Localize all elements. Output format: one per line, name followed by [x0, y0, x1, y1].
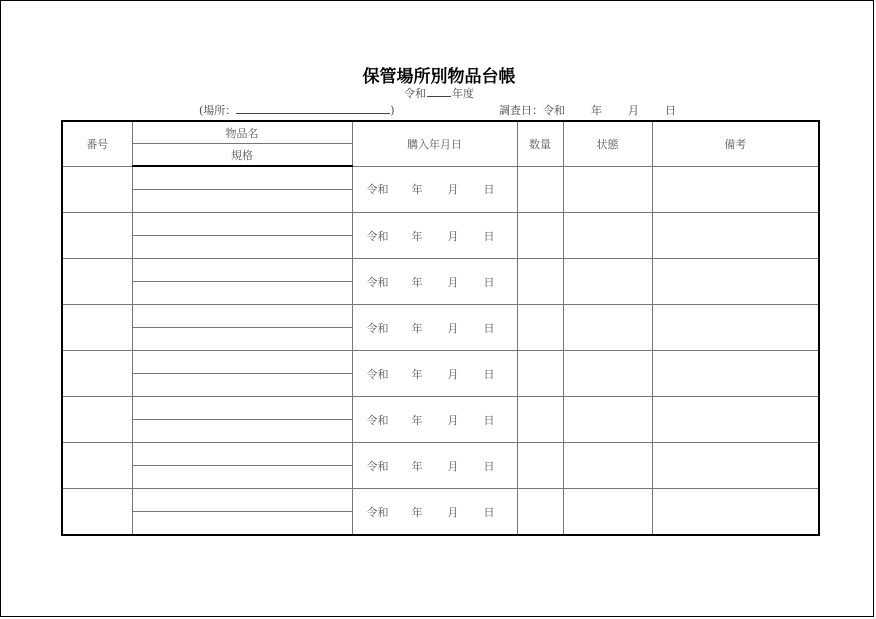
cell-notes[interactable] — [652, 213, 819, 259]
fiscal-era: 令和 — [404, 87, 426, 100]
table-row — [62, 305, 819, 328]
location-line — [199, 102, 395, 118]
cell-purchase-date[interactable] — [352, 213, 517, 259]
cell-condition[interactable] — [563, 166, 652, 213]
survey-year-label: 年 — [591, 104, 602, 117]
date-era: 令和 — [366, 183, 389, 197]
table-row — [62, 259, 819, 282]
cell-condition[interactable] — [563, 351, 652, 397]
cell-condition[interactable] — [563, 443, 652, 489]
cell-item-name[interactable] — [132, 166, 352, 190]
cell-notes[interactable] — [652, 443, 819, 489]
date-day: 日 — [483, 459, 495, 473]
date-year: 年 — [411, 459, 423, 473]
cell-spec[interactable] — [132, 466, 352, 489]
cell-quantity[interactable] — [517, 305, 563, 351]
cell-item-name[interactable] — [132, 397, 352, 420]
header-item-name: 物品名 — [132, 121, 352, 144]
cell-number[interactable] — [62, 213, 132, 259]
date-month: 月 — [447, 505, 459, 519]
cell-item-name[interactable] — [132, 443, 352, 466]
cell-number[interactable] — [62, 166, 132, 213]
cell-spec[interactable] — [132, 236, 352, 259]
cell-quantity[interactable] — [517, 443, 563, 489]
date-month: 月 — [447, 459, 459, 473]
table-row — [62, 213, 819, 236]
cell-quantity[interactable] — [517, 259, 563, 305]
cell-quantity[interactable] — [517, 397, 563, 443]
cell-condition[interactable] — [563, 489, 652, 536]
fiscal-year-line — [1, 85, 876, 101]
survey-day-label: 日 — [665, 104, 676, 117]
date-month: 月 — [447, 413, 459, 427]
date-month: 月 — [447, 367, 459, 381]
cell-condition[interactable] — [563, 397, 652, 443]
header-purchase-date: 購入年月日 — [352, 121, 517, 166]
survey-label: 調査日：令和 — [499, 104, 565, 117]
cell-purchase-date[interactable] — [352, 259, 517, 305]
location-blank[interactable] — [236, 102, 390, 114]
date-era: 令和 — [366, 367, 389, 381]
date-month: 月 — [447, 229, 459, 243]
cell-number[interactable] — [62, 397, 132, 443]
cell-purchase-date[interactable] — [352, 397, 517, 443]
cell-number[interactable] — [62, 305, 132, 351]
cell-item-name[interactable] — [132, 305, 352, 328]
cell-condition[interactable] — [563, 259, 652, 305]
date-era: 令和 — [366, 459, 389, 473]
cell-spec[interactable] — [132, 512, 352, 536]
table-row — [62, 443, 819, 466]
header-notes: 備考 — [652, 121, 819, 166]
date-day: 日 — [483, 505, 495, 519]
date-year: 年 — [411, 275, 423, 289]
cell-condition[interactable] — [563, 305, 652, 351]
cell-purchase-date[interactable] — [352, 305, 517, 351]
cell-number[interactable] — [62, 259, 132, 305]
cell-notes[interactable] — [652, 397, 819, 443]
cell-notes[interactable] — [652, 166, 819, 213]
cell-quantity[interactable] — [517, 351, 563, 397]
cell-notes[interactable] — [652, 305, 819, 351]
date-month: 月 — [447, 321, 459, 335]
date-year: 年 — [411, 367, 423, 381]
cell-spec[interactable] — [132, 328, 352, 351]
header-quantity: 数量 — [517, 121, 563, 166]
date-day: 日 — [483, 321, 495, 335]
cell-quantity[interactable] — [517, 166, 563, 213]
location-suffix: ) — [390, 104, 395, 117]
date-era: 令和 — [366, 413, 389, 427]
cell-quantity[interactable] — [517, 213, 563, 259]
cell-purchase-date[interactable] — [352, 351, 517, 397]
location-prefix: (場所： — [199, 104, 237, 117]
cell-purchase-date[interactable] — [352, 489, 517, 536]
cell-item-name[interactable] — [132, 213, 352, 236]
cell-item-name[interactable] — [132, 489, 352, 512]
fiscal-year-blank[interactable] — [427, 86, 451, 97]
date-year: 年 — [411, 413, 423, 427]
cell-spec[interactable] — [132, 190, 352, 213]
date-year: 年 — [411, 183, 423, 197]
table-row — [62, 166, 819, 190]
cell-condition[interactable] — [563, 213, 652, 259]
ledger-body — [62, 166, 819, 535]
date-day: 日 — [483, 413, 495, 427]
date-year: 年 — [411, 229, 423, 243]
date-day: 日 — [483, 367, 495, 381]
cell-purchase-date[interactable] — [352, 166, 517, 213]
date-year: 年 — [411, 505, 423, 519]
date-era: 令和 — [366, 229, 389, 243]
table-row — [62, 351, 819, 374]
header-number: 番号 — [62, 121, 132, 166]
date-era: 令和 — [366, 275, 389, 289]
table-row — [62, 397, 819, 420]
cell-spec[interactable] — [132, 374, 352, 397]
survey-date-line — [499, 102, 676, 118]
cell-spec[interactable] — [132, 282, 352, 305]
cell-number[interactable] — [62, 351, 132, 397]
table-row — [62, 489, 819, 512]
cell-number[interactable] — [62, 443, 132, 489]
cell-item-name[interactable] — [132, 351, 352, 374]
cell-notes[interactable] — [652, 489, 819, 536]
date-day: 日 — [483, 275, 495, 289]
date-day: 日 — [483, 229, 495, 243]
survey-month-label: 月 — [628, 104, 639, 117]
cell-notes[interactable] — [652, 259, 819, 305]
date-era: 令和 — [366, 321, 389, 335]
cell-item-name[interactable] — [132, 259, 352, 282]
date-month: 月 — [447, 183, 459, 197]
cell-quantity[interactable] — [517, 489, 563, 536]
date-era: 令和 — [366, 505, 389, 519]
item-ledger-table — [61, 120, 820, 536]
header-spec: 規格 — [132, 144, 352, 167]
cell-spec[interactable] — [132, 420, 352, 443]
header-condition: 状態 — [563, 121, 652, 166]
cell-number[interactable] — [62, 489, 132, 536]
page-title: 保管場所別物品台帳 — [362, 67, 516, 87]
fiscal-suffix: 年度 — [452, 87, 474, 100]
cell-purchase-date[interactable] — [352, 443, 517, 489]
date-day: 日 — [483, 183, 495, 197]
cell-notes[interactable] — [652, 351, 819, 397]
date-month: 月 — [447, 275, 459, 289]
date-year: 年 — [411, 321, 423, 335]
